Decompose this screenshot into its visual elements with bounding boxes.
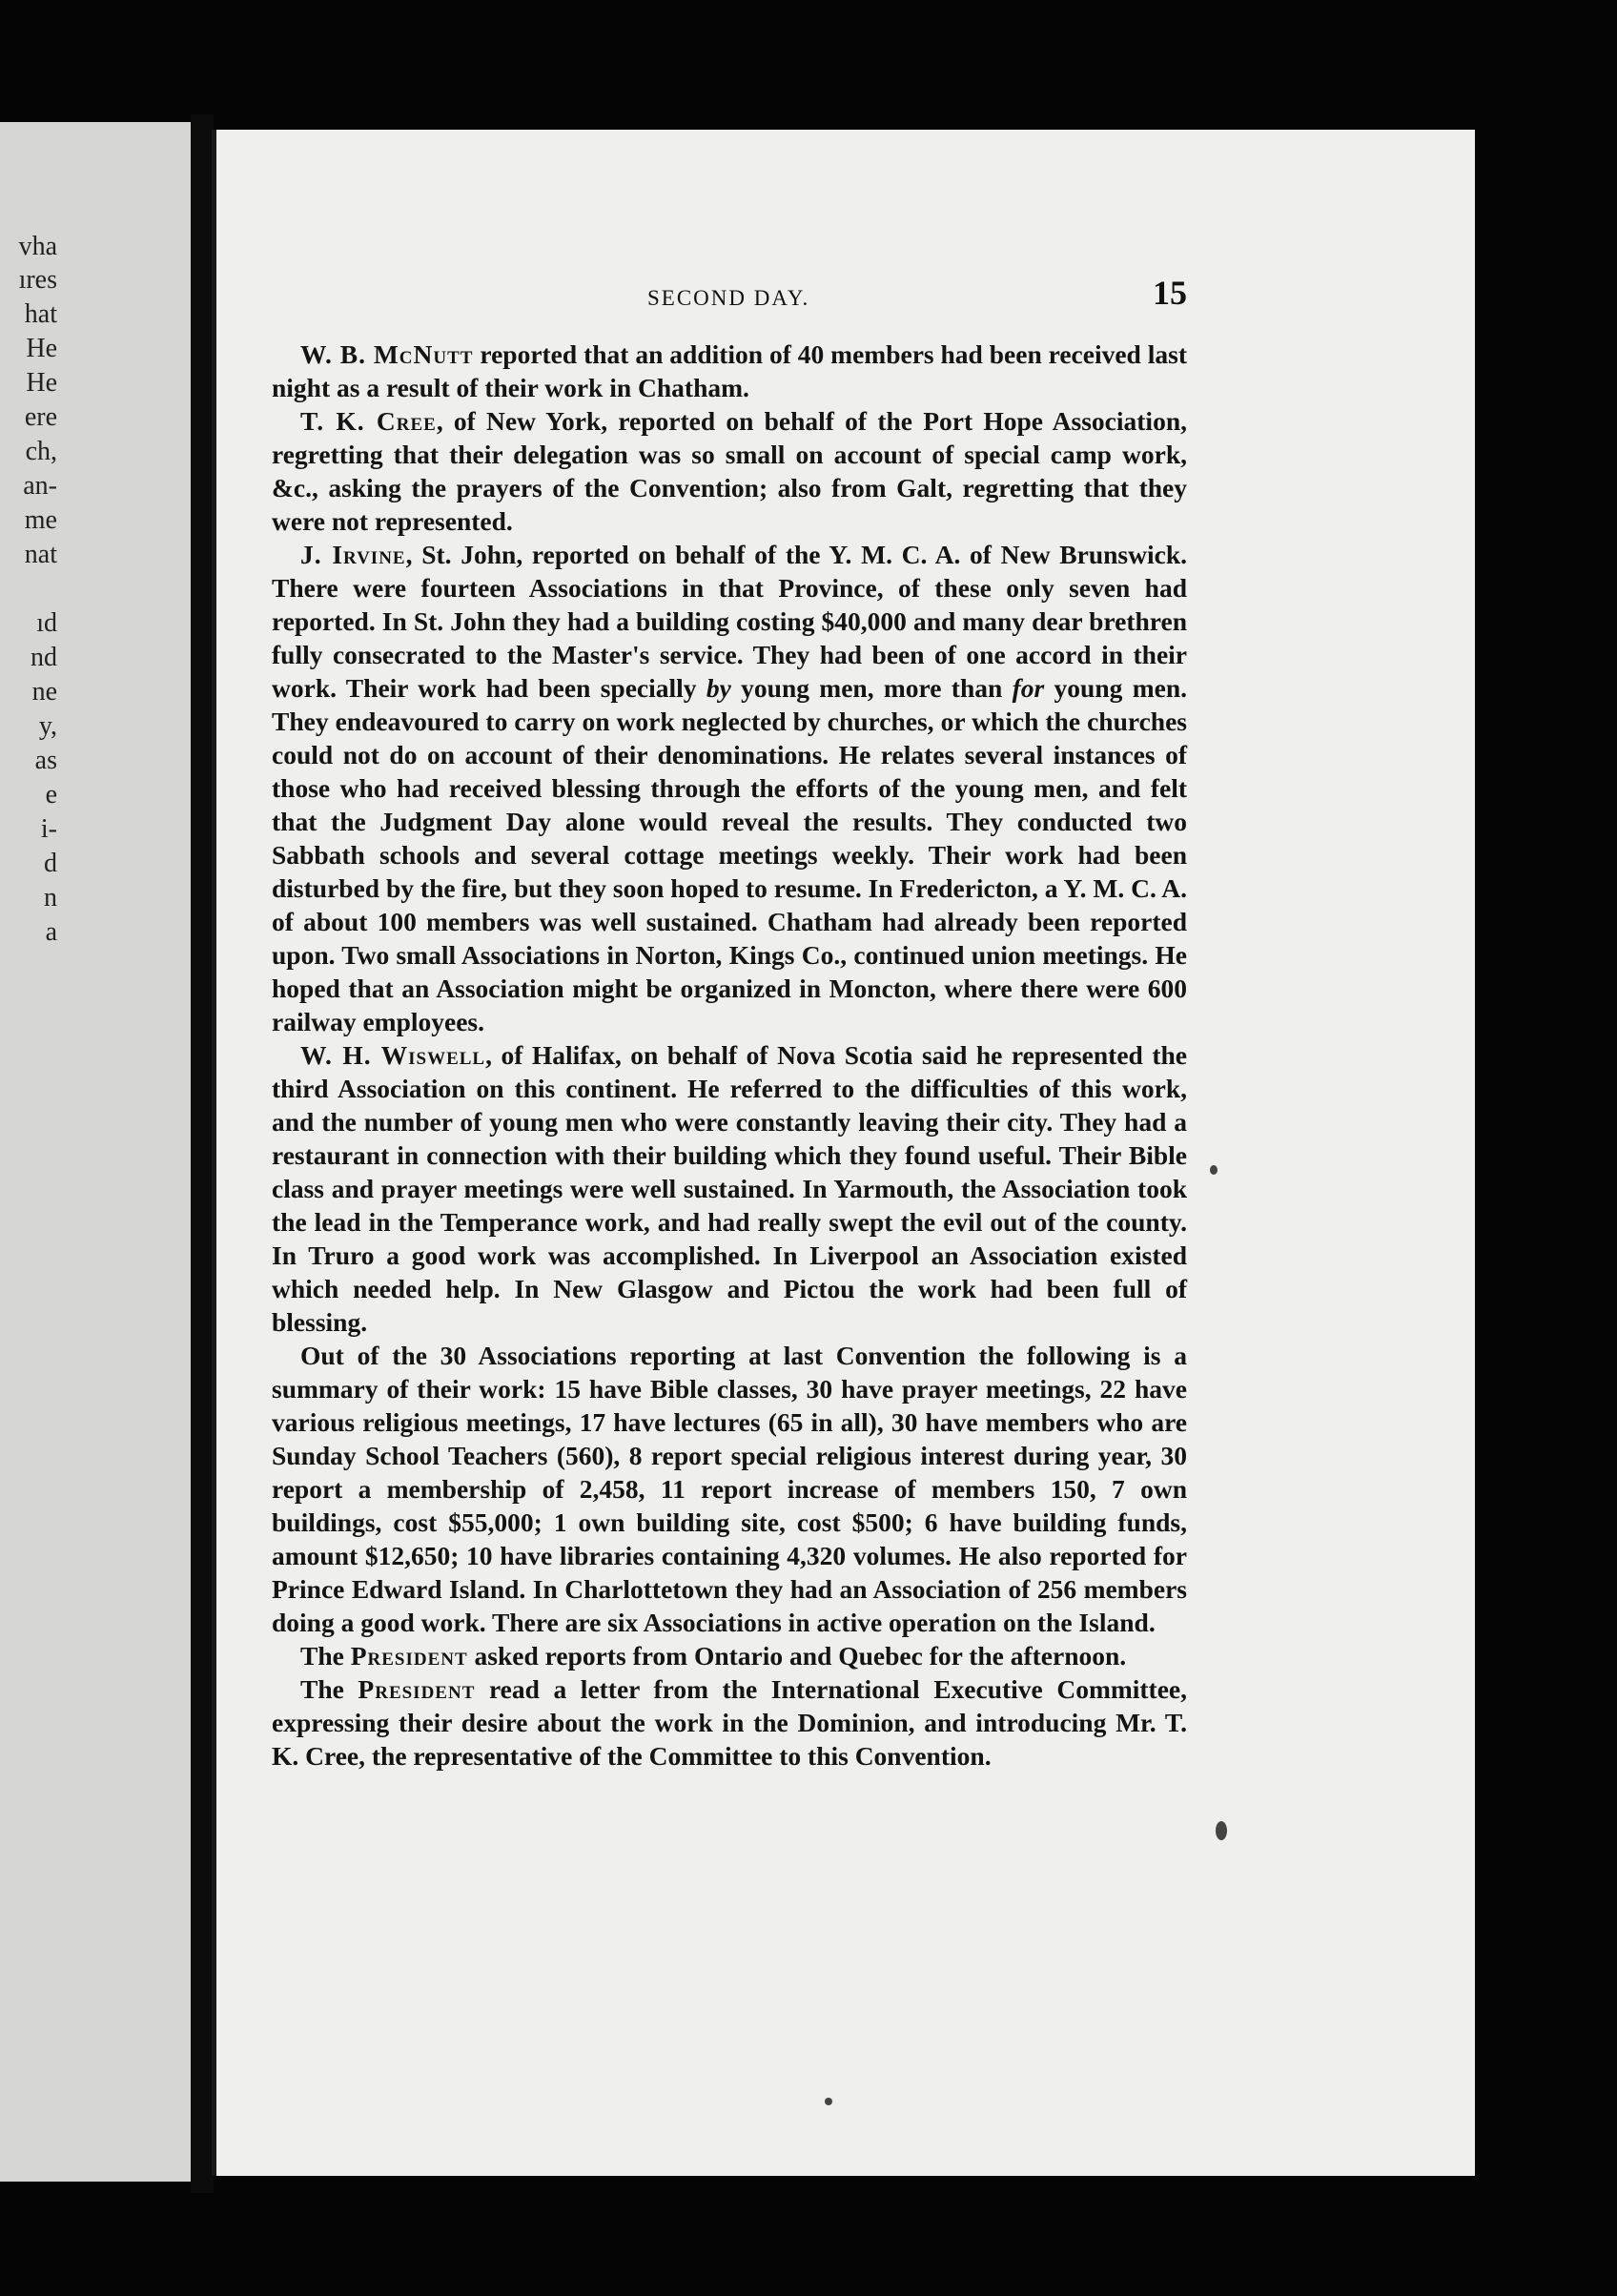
paragraph-text: , of Halifax, on behalf of Nova Scotia said he represented the third Association on this continent. He referred to the difficulties of this work, and the number of young men who were constantly leaving their city. They had a restaurant in connection with their building which they found useful. Their Bible class and prayer meetings were well sustained. In Yarmouth, the Association took the lead in the Temperance work, and had really swept the evil out of the county. In Truro a good work was accomplished. In Liverpool an Association existed which needed help. In New Glasgow and Pictou the work had been full of blessing. (272, 1040, 1187, 1337)
paragraph-text: asked reports from Ontario and Quebec for the afternoon. (467, 1641, 1127, 1671)
paragraph-text: Out of the 30 Associations reporting at last Convention the following is a summary of their work: 15 have Bible classes, 30 have prayer meetings, 22 have various religious meetings, 17 have lectures (65 in all), 30 have members who are Sunday School Teachers (560), 8 report special religious interest during year, 30 report a membership of 2,458, 11 report increase of members 150, 7 own buildings, cost $55,000; 1 own building site, cost $500; 6 have building funds, amount $12,650; 10 have libraries containing 4,320 volumes. He also reported for Prince Edward Island. In Charlottetown they had an Association of 256 members doing a good work. There are six Associations in active operation on the Island. (272, 1341, 1187, 1637)
book-page (212, 130, 1475, 2176)
book-gutter (191, 114, 214, 2193)
left-page-fragment: hat (24, 299, 57, 329)
speaker-name: President (350, 1641, 468, 1671)
paragraph-president-1 (272, 1639, 1187, 1672)
left-page-fragment: ere (24, 402, 57, 432)
paragraph-text: read a letter from the International Executive Committee, expressing their desire about the work in the Dominion, and introducing Mr. T. K. Cree, the representative of the Committee to this Convention. (272, 1674, 1188, 1771)
left-page-fragment: an- (23, 471, 57, 501)
paragraph-cree (272, 404, 1187, 538)
ink-speck (825, 2098, 832, 2105)
paragraph-text: reported that an addition of 40 members had been received last night as a result of their work in Chatham. (272, 339, 1187, 402)
left-page-fragment: ne (31, 677, 57, 707)
left-page-fragment: ch, (25, 437, 57, 466)
ink-speck (1216, 1821, 1227, 1840)
running-head: SECOND DAY. (647, 286, 810, 310)
paragraph-text: , of New York, reported on behalf of the Port Hope Association, regretting that their delegation was so small on account of special camp work, &c., asking the prayers of the Convention; also from Galt, regretting that they were not represented. (272, 406, 1187, 536)
speaker-name: President (358, 1674, 476, 1704)
paragraph-irvine (272, 538, 1187, 1038)
paragraph-mcnutt (272, 338, 1187, 404)
left-page-fragment: vha (18, 232, 57, 261)
body-text (272, 338, 1187, 1773)
emphasis-text: for (1012, 673, 1045, 703)
paragraph-text: young men. They endeavoured to carry on work neglected by churches, or which the churches could not do on account of their denominations. He relates several instances of those who had received blessing through the efforts of the young men, and felt that the Judgment Day alone would reveal the results. They conducted two Sabbath schools and several cottage meetings weekly. Their work had been disturbed by the fire, but they soon hoped to resume. In Fredericton, a Y. M. C. A. of about 100 members was well sustained. Chatham had already been reported upon. Two small Associations in Norton, Kings Co., continued union meetings. He hoped that an Association might be organized in Moncton, where there were 600 railway employees. (272, 673, 1187, 1036)
left-page-fragment: ıres (18, 265, 57, 295)
left-page-fragment: nat (24, 540, 57, 569)
left-page-fragment: y, (38, 711, 57, 741)
left-page-fragment: as (34, 746, 57, 775)
left-page-fragment: He (26, 368, 57, 398)
left-page-fragment: e (45, 780, 57, 810)
paragraph-text: , St. John, reported on behalf of the Y. M. C. A. of New Brunswick. There were fourteen Associations in that Province, of these only seven had reported. In St. John they had a building costing $40,000 and many dear brethren fully consecrated to the Master's service. They had been of one accord in their work. Their work had been specially (272, 540, 1187, 703)
speaker-name: J. Irvine (300, 540, 406, 569)
adjacent-page-edge (0, 122, 194, 2182)
left-page-fragment: d (44, 849, 57, 878)
speaker-name: W. B. McNutt (300, 339, 474, 369)
paragraph-wiswell (272, 1038, 1187, 1339)
left-page-fragment: He (26, 334, 57, 363)
left-page-fragment: nd (31, 643, 57, 672)
left-page-fragment: a (45, 917, 57, 947)
paragraph-summary (272, 1339, 1187, 1639)
paragraph-president-2 (272, 1672, 1187, 1773)
speaker-name: T. K. Cree (300, 406, 437, 436)
paragraph-text: The (300, 1674, 358, 1704)
speaker-name: W. H. Wiswell (300, 1040, 486, 1070)
emphasis-text: by (706, 673, 731, 703)
left-page-fragment: i- (40, 814, 57, 844)
left-page-fragment: me (24, 505, 57, 535)
paragraph-text: The (300, 1641, 351, 1671)
ink-speck (1210, 1165, 1218, 1175)
page-number: 15 (1153, 274, 1187, 312)
paragraph-text: young men, more than (730, 673, 1013, 703)
left-page-fragment: ıd (36, 608, 57, 638)
left-page-fragment: n (44, 883, 57, 912)
